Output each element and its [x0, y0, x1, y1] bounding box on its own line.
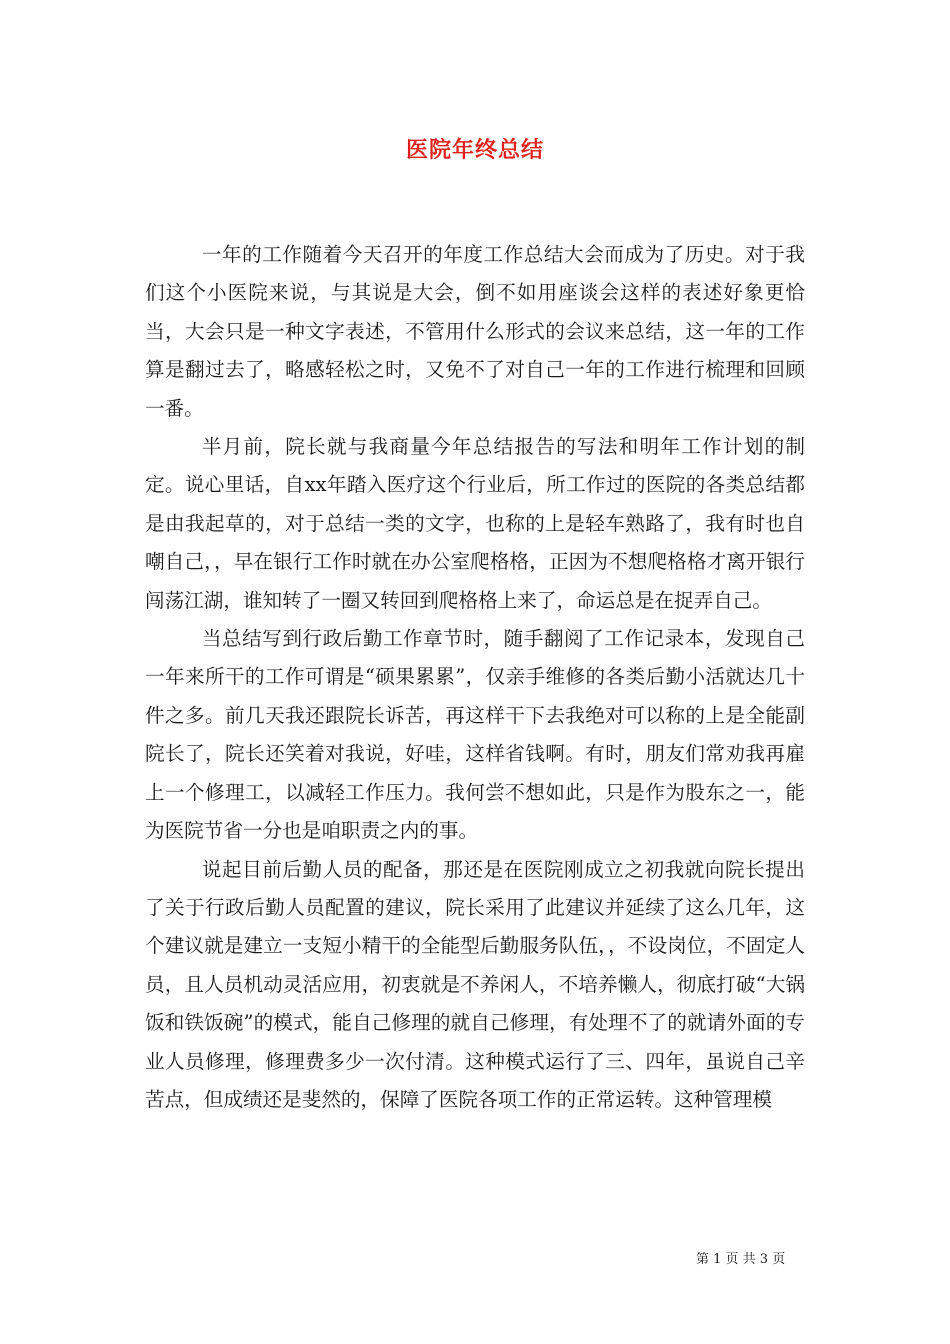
- document-title: 医院年终总结: [405, 137, 544, 163]
- paragraph: 半月前，院长就与我商量今年总结报告的写法和明年工作计划的制定。说心里话，自xx年踏入医疗这个行业后，所工作过的医院的各类总结都是由我起草的，对于总结一类的文字，也称的上是轻车熟路了，我有时也自嘲自己，，早在银行工作时就在办公室爬格格，正因为不想爬格格才离开银行闯荡江湖，谁知转了一圈又转回到爬格格上来了，命运总是在捉弄自己。: [145, 435, 805, 612]
- paragraph: 当总结写到行政后勤工作章节时，随手翻阅了工作记录本，发现自己一年来所干的工作可谓是“硕果累累”，仅亲手维修的各类后勤小活就达几十件之多。前几天我还跟院长诉苦，再这样干下去我绝对可以称的上是全能副院长了，院长还笑着对我说，好哇，这样省钱啊。有时，朋友们常劝我再雇上一个修理工，以减轻工作压力。我何尝不想如此，只是作为股东之一，能为医院节省一分也是咱职责之内的事。: [145, 627, 805, 843]
- document-body: [145, 236, 805, 1119]
- paragraph: 说起目前后勤人员的配备，那还是在医院刚成立之初我就向院长提出了关于行政后勤人员配置的建议，院长采用了此建议并延续了这么几年，这个建议就是建立一支短小精干的全能型后勤服务队伍，，不设岗位，不固定人员，且人员机动灵活应用，初衷就是不养闲人，不培养懒人，彻底打破“大锅饭和铁饭碗”的模式，能自己修理的就自己修理，有处理不了的就请外面的专业人员修理，修理费多少一次付清。这种模式运行了三、四年，虽说自己辛苦点，但成绩还是斐然的，保障了医院各项工作的正常运转。这种管理模: [145, 857, 805, 1111]
- page-number-footer: 第 1 页 共 3 页: [696, 1252, 786, 1267]
- paragraph: 一年的工作随着今天召开的年度工作总结大会而成为了历史。对于我们这个小医院来说，与其说是大会，倒不如用座谈会这样的表述好象更恰当，大会只是一种文字表述，不管用什么形式的会议来总结，这一年的工作算是翻过去了，略感轻松之时，又免不了对自己一年的工作进行梳理和回顾一番。: [145, 243, 805, 420]
